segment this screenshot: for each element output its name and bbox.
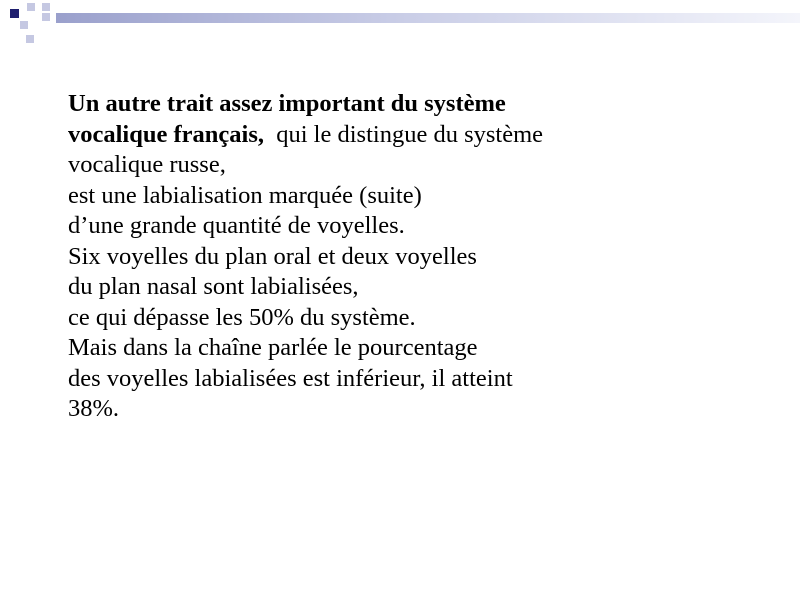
text-line: des voyelles labialisées est inférieur, il atteint bbox=[68, 364, 513, 392]
text-phrase: qui le distingue du système bbox=[264, 120, 543, 148]
dark-square bbox=[10, 9, 19, 18]
text-line bbox=[68, 120, 768, 151]
slide-body bbox=[68, 89, 768, 425]
text-line: ce qui dépasse les 50% du système. bbox=[68, 303, 416, 331]
header-bar bbox=[56, 13, 800, 23]
text-line: Six voyelles du plan oral et deux voyelles bbox=[68, 242, 477, 270]
dark-square bbox=[26, 35, 34, 43]
text-line: est une labialisation marquée (suite) bbox=[68, 181, 422, 209]
text-line: Mais dans la chaîne parlée le pourcentage bbox=[68, 334, 478, 361]
text-line: du plan nasal sont labialisées, bbox=[68, 273, 359, 300]
text-line: d’une grande quantité de voyelles. bbox=[68, 212, 405, 239]
light-square bbox=[42, 3, 50, 11]
light-square bbox=[42, 13, 50, 21]
text-line: 38%. bbox=[68, 395, 120, 422]
bold-phrase: vocalique français, bbox=[68, 120, 264, 148]
text-line: Un autre trait assez important du système bbox=[68, 90, 506, 117]
text-line: vocalique russe, bbox=[68, 151, 226, 178]
light-square bbox=[27, 3, 35, 11]
light-square bbox=[20, 21, 28, 29]
decorative-header bbox=[0, 0, 800, 60]
